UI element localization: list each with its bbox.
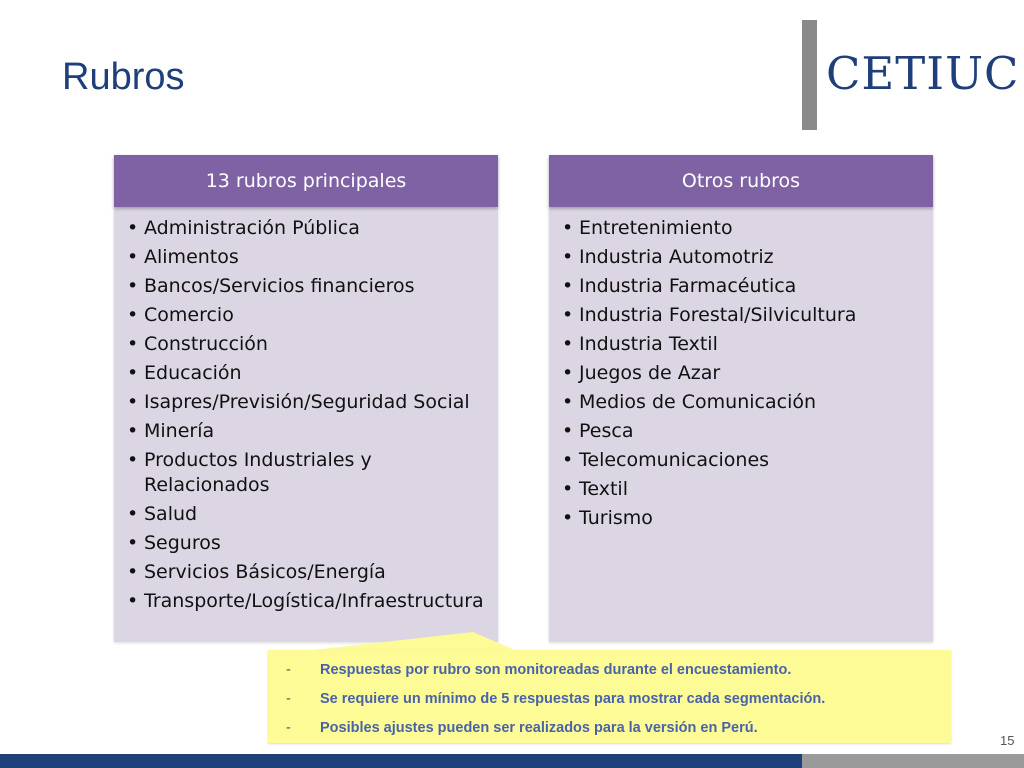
note-dash: -	[286, 662, 291, 678]
notes-callout	[268, 650, 951, 743]
panel-other-sectors-header: Otros rubros	[549, 155, 933, 207]
list-item: • Administración Pública	[124, 216, 486, 241]
list-item: • Alimentos	[124, 245, 486, 270]
list-item: • Productos Industriales y Relacionados	[124, 448, 486, 498]
list-item: • Industria Farmacéutica	[559, 274, 921, 299]
note-text: Se requiere un mínimo de 5 respuestas para mostrar cada segmentación.	[320, 691, 826, 707]
list-item: • Salud	[124, 502, 486, 527]
list-item: • Isapres/Previsión/Seguridad Social	[124, 390, 486, 415]
note-text: Posibles ajustes pueden ser realizados para la versión en Perú.	[320, 720, 758, 736]
note-text: Respuestas por rubro son monitoreadas durante el encuestamiento.	[320, 662, 792, 678]
note-dash: -	[286, 691, 291, 707]
note-dash: -	[286, 720, 291, 736]
other-sectors-list	[549, 207, 933, 531]
list-item: • Industria Forestal/Silvicultura	[559, 303, 921, 328]
list-item: • Turismo	[559, 506, 921, 531]
list-item: • Industria Automotriz	[559, 245, 921, 270]
list-item: • Comercio	[124, 303, 486, 328]
cetiuc-logo: CETIUC	[826, 47, 1020, 100]
slide-title: Rubros	[62, 56, 185, 98]
list-item: • Construcción	[124, 332, 486, 357]
list-item: • Pesca	[559, 419, 921, 444]
list-item: • Telecomunicaciones	[559, 448, 921, 473]
panel-other-sectors	[549, 155, 933, 642]
note-item	[286, 714, 951, 743]
list-item: • Seguros	[124, 531, 486, 556]
list-item: • Educación	[124, 361, 486, 386]
list-item: • Transporte/Logística/Infraestructura	[124, 589, 486, 614]
footer-bar-blue	[0, 754, 802, 768]
notes-list	[268, 650, 951, 743]
note-item	[286, 685, 951, 714]
list-item: • Minería	[124, 419, 486, 444]
list-item: • Entretenimiento	[559, 216, 921, 241]
list-item: • Servicios Básicos/Energía	[124, 560, 486, 585]
list-item: • Textil	[559, 477, 921, 502]
footer-bar-gray	[802, 754, 1024, 768]
list-item: • Bancos/Servicios financieros	[124, 274, 486, 299]
page-number: 15	[1000, 733, 1015, 748]
panel-main-sectors-header: 13 rubros principales	[114, 155, 498, 207]
panel-main-sectors	[114, 155, 498, 642]
list-item: • Medios de Comunicación	[559, 390, 921, 415]
list-item: • Industria Textil	[559, 332, 921, 357]
main-sectors-list	[114, 207, 498, 614]
list-item: • Juegos de Azar	[559, 361, 921, 386]
note-item	[286, 656, 951, 685]
logo-divider-bar	[802, 20, 817, 130]
